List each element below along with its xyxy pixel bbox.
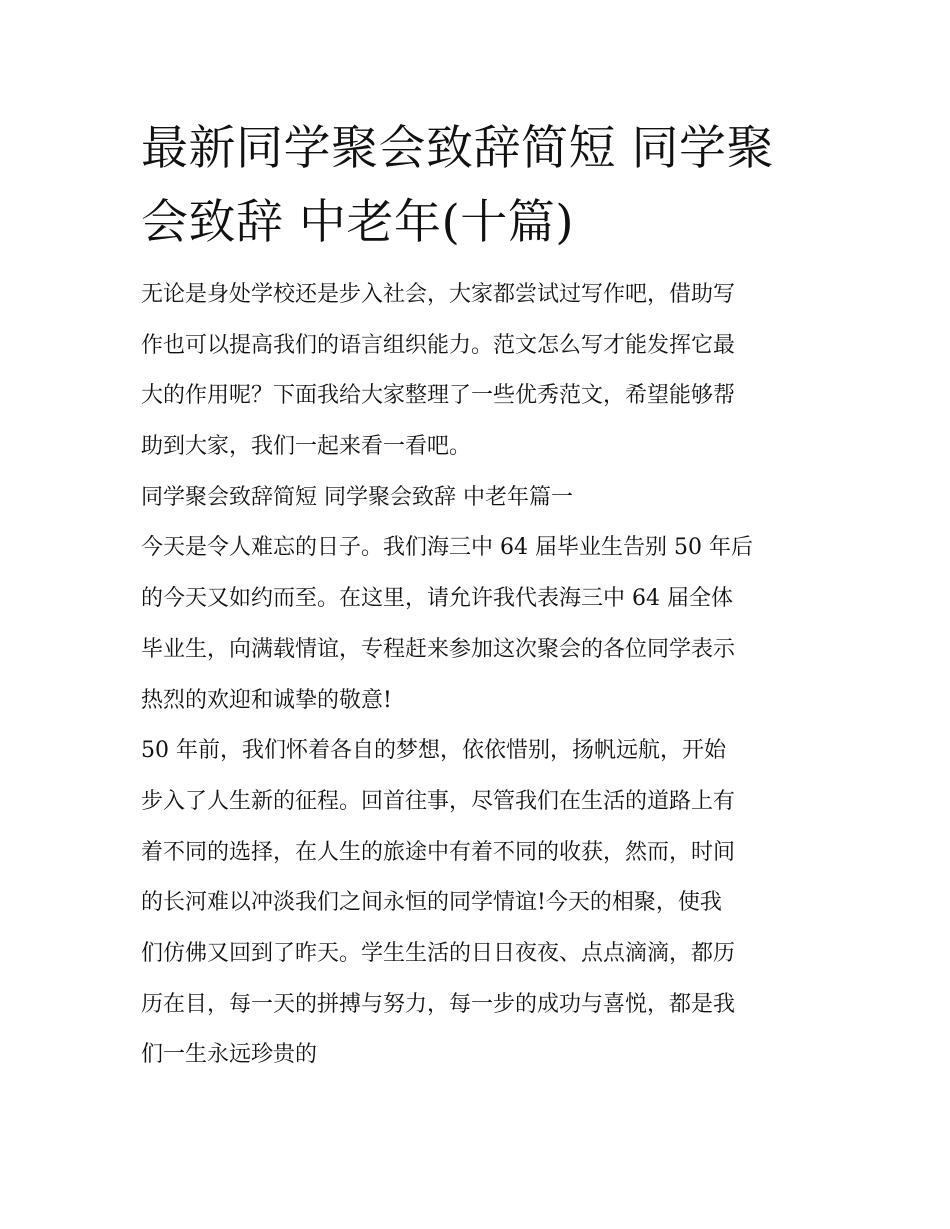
document-title	[141, 112, 821, 260]
paragraph-line: 今天是令人难忘的日子。我们海三中 64 届毕业生告别 50 年后	[141, 535, 753, 561]
paragraph-line: 历在目，每一天的拼搏与努力，每一步的成功与喜悦，都是我	[141, 991, 736, 1017]
section-heading: 同学聚会致辞简短 同学聚会致辞 中老年篇一	[141, 484, 573, 510]
intro-line: 助到大家，我们一起来看一看吧。	[141, 434, 472, 460]
intro-line: 作也可以提高我们的语言组织能力。范文怎么写才能发挥它最	[141, 332, 736, 358]
intro-line: 无论是身处学校还是步入社会，大家都尝试过写作吧，借助写	[141, 282, 736, 307]
document-body	[141, 270, 821, 1081]
paragraph-line: 们仿佛又回到了昨天。学生生活的日日夜夜、点点滴滴，都历	[141, 940, 736, 966]
intro-line: 大的作用呢？下面我给大家整理了一些优秀范文，希望能够帮	[141, 383, 736, 409]
paragraph-line: 热烈的欢迎和诚挚的敬意!	[141, 687, 392, 713]
paragraph-line: 的长河难以冲淡我们之间永恒的同学情谊!今天的相聚，使我	[141, 890, 722, 916]
title-line: 会致辞 中老年(十篇)	[141, 195, 575, 250]
paragraph-line: 们一生永远珍贵的	[141, 1042, 318, 1068]
paragraph-line: 步入了人生新的征程。回首往事，尽管我们在生活的道路上有	[141, 788, 736, 814]
paragraph-line: 的今天又如约而至。在这里，请允许我代表海三中 64 届全体	[141, 586, 733, 612]
title-line: 最新同学聚会致辞简短 同学聚	[141, 121, 774, 176]
paragraph-line: 着不同的选择，在人生的旅途中有着不同的收获，然而，时间	[141, 839, 736, 865]
paragraph-line: 毕业生，向满载情谊，专程赶来参加这次聚会的各位同学表示	[141, 636, 736, 662]
paragraph-line: 50 年前，我们怀着各自的梦想，依依惜别，扬帆远航，开始	[141, 738, 726, 764]
document-content	[141, 112, 821, 1081]
